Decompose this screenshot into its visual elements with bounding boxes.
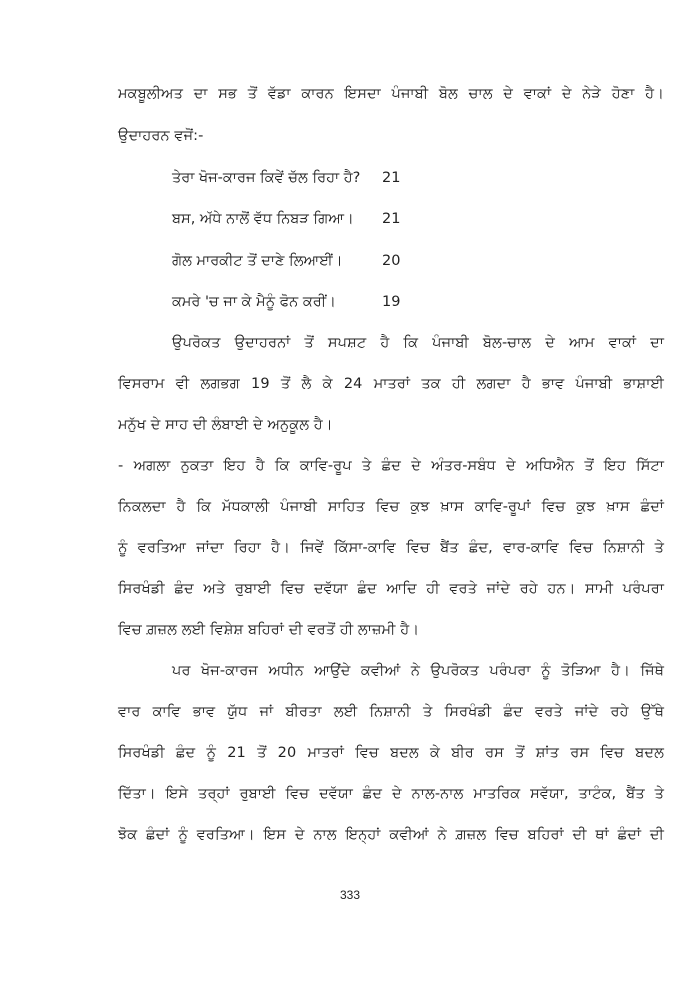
body-text-line: ਨਿਕਲਦਾ ਹੈ ਕਿ ਮੱਧਕਾਲੀ ਪੰਜਾਬੀ ਸਾਹਿਤ ਵਿਚ ਕੁਝ ਖ਼ਾਸ ਕਾਵਿ-ਰੂਪਾਂ ਵਿਚ ਕੁਝ ਖ਼ਾਸ ਛੰਦਾਂ [118, 499, 664, 515]
example-text: ਕਮਰੇ 'ਚ ਜਾ ਕੇ ਮੈਨੂੰ ਫੋਨ ਕਰੀਂ। [172, 294, 336, 310]
body-text-line: ਵਾਰ ਕਾਵਿ ਭਾਵ ਯੁੱਧ ਜਾਂ ਬੀਰਤਾ ਲਈ ਨਿਸ਼ਾਨੀ ਤੇ ਸਿਰਖੰਡੀ ਛੰਦ ਵਰਤੇ ਜਾਂਦੇ ਰਹੇ ਉੱਥੇ [118, 704, 664, 720]
body-text-line: ਵਿਚ ਗ਼ਜ਼ਲ ਲਈ ਵਿਸ਼ੇਸ਼ ਬਹਿਰਾਂ ਦੀ ਵਰਤੋਂ ਹੀ ਲਾਜ਼ਮੀ ਹੈ। [118, 622, 420, 638]
body-text-line: ਵਿਸਰਾਮ ਵੀ ਲਗਭਗ 19 ਤੋਂ ਲੈ ਕੇ 24 ਮਾਤਰਾਂ ਤਕ ਹੀ ਲਗਦਾ ਹੈ ਭਾਵ ਪੰਜਾਬੀ ਭਾਸ਼ਾਈ [118, 376, 664, 392]
example-count: 20 [382, 253, 401, 269]
page-number: 333 [339, 888, 361, 902]
examples-heading: ਉਦਾਹਰਨ ਵਜੋਂ:- [118, 128, 204, 144]
example-text: ਬਸ, ਅੱਧੇ ਨਾਲੋਂ ਵੱਧ ਨਿਬੜ ਗਿਆ। [172, 211, 354, 227]
body-text-line: ਪਰ ਖੋਜ-ਕਾਰਜ ਅਧੀਨ ਆਉਂਦੇ ਕਵੀਆਂ ਨੇ ਉਪਰੋਕਤ ਪਰੰਪਰਾ ਨੂੰ ਤੋੜਿਆ ਹੈ। ਜਿੱਥੇ [172, 663, 664, 679]
example-count: 21 [382, 211, 401, 227]
body-text-line: ਮਨੁੱਖ ਦੇ ਸਾਹ ਦੀ ਲੰਬਾਈ ਦੇ ਅਨੁਕੂਲ ਹੈ। [118, 417, 333, 433]
body-text-line: ਨੂੰ ਵਰਤਿਆ ਜਾਂਦਾ ਰਿਹਾ ਹੈ। ਜਿਵੇਂ ਕਿੱਸਾ-ਕਾਵਿ ਵਿਚ ਬੈਂਤ ਛੰਦ, ਵਾਰ-ਕਾਵਿ ਵਿਚ ਨਿਸ਼ਾਨੀ ਤੇ [118, 540, 664, 556]
body-text-line: - ਅਗਲਾ ਨੁਕਤਾ ਇਹ ਹੈ ਕਿ ਕਾਵਿ-ਰੂਪ ਤੇ ਛੰਦ ਦੇ ਅੰਤਰ-ਸਬੰਧ ਦੇ ਅਧਿਐਨ ਤੋਂ ਇਹ ਸਿੱਟਾ [118, 458, 664, 474]
body-text-line: ਦਿੱਤਾ। ਇਸੇ ਤਰ੍ਹਾਂ ਰੁਬਾਈ ਵਿਚ ਦਵੱਯਾ ਛੰਦ ਦੇ ਨਾਲ-ਨਾਲ ਮਾਤਰਿਕ ਸਵੱਯਾ, ਤਾਟੰਕ, ਬੈਂਤ ਤੇ [118, 786, 664, 802]
body-text-line: ਉਪਰੋਕਤ ਉਦਾਹਰਨਾਂ ਤੋਂ ਸਪਸ਼ਟ ਹੈ ਕਿ ਪੰਜਾਬੀ ਬੋਲ-ਚਾਲ ਦੇ ਆਮ ਵਾਕਾਂ ਦਾ [172, 335, 664, 351]
example-text: ਗੋਲ ਮਾਰਕੀਟ ਤੋਂ ਦਾਣੇ ਲਿਆਈਂ। [172, 253, 343, 269]
body-text-line: ਸਿਰਖੰਡੀ ਛੰਦ ਨੂੰ 21 ਤੋਂ 20 ਮਾਤਰਾਂ ਵਿਚ ਬਦਲ ਕੇ ਬੀਰ ਰਸ ਤੋਂ ਸ਼ਾਂਤ ਰਸ ਵਿਚ ਬਦਲ [118, 745, 664, 761]
body-text-line: ਮਕਬੂਲੀਅਤ ਦਾ ਸਭ ਤੋਂ ਵੱਡਾ ਕਾਰਨ ਇਸਦਾ ਪੰਜਾਬੀ ਬੋਲ ਚਾਲ ਦੇ ਵਾਕਾਂ ਦੇ ਨੇੜੇ ਹੋਣਾ ਹੈ। [118, 86, 664, 102]
body-text-line: ਝੋਕ ਛੰਦਾਂ ਨੂੰ ਵਰਤਿਆ। ਇਸ ਦੇ ਨਾਲ ਇਨ੍ਹਾਂ ਕਵੀਆਂ ਨੇ ਗ਼ਜ਼ਲ ਵਿਚ ਬਹਿਰਾਂ ਦੀ ਥਾਂ ਛੰਦਾਂ ਦੀ [118, 827, 664, 843]
body-text-line: ਸਿਰਖੰਡੀ ਛੰਦ ਅਤੇ ਰੁਬਾਈ ਵਿਚ ਦਵੱਯਾ ਛੰਦ ਆਦਿ ਹੀ ਵਰਤੇ ਜਾਂਦੇ ਰਹੇ ਹਨ। ਸਾਮੀ ਪਰੰਪਰਾ [118, 581, 664, 597]
example-text: ਤੇਰਾ ਖੋਜ-ਕਾਰਜ ਕਿਵੇਂ ਚੱਲ ਰਿਹਾ ਹੈ? [172, 170, 361, 186]
example-count: 21 [382, 170, 401, 186]
example-count: 19 [382, 294, 401, 310]
